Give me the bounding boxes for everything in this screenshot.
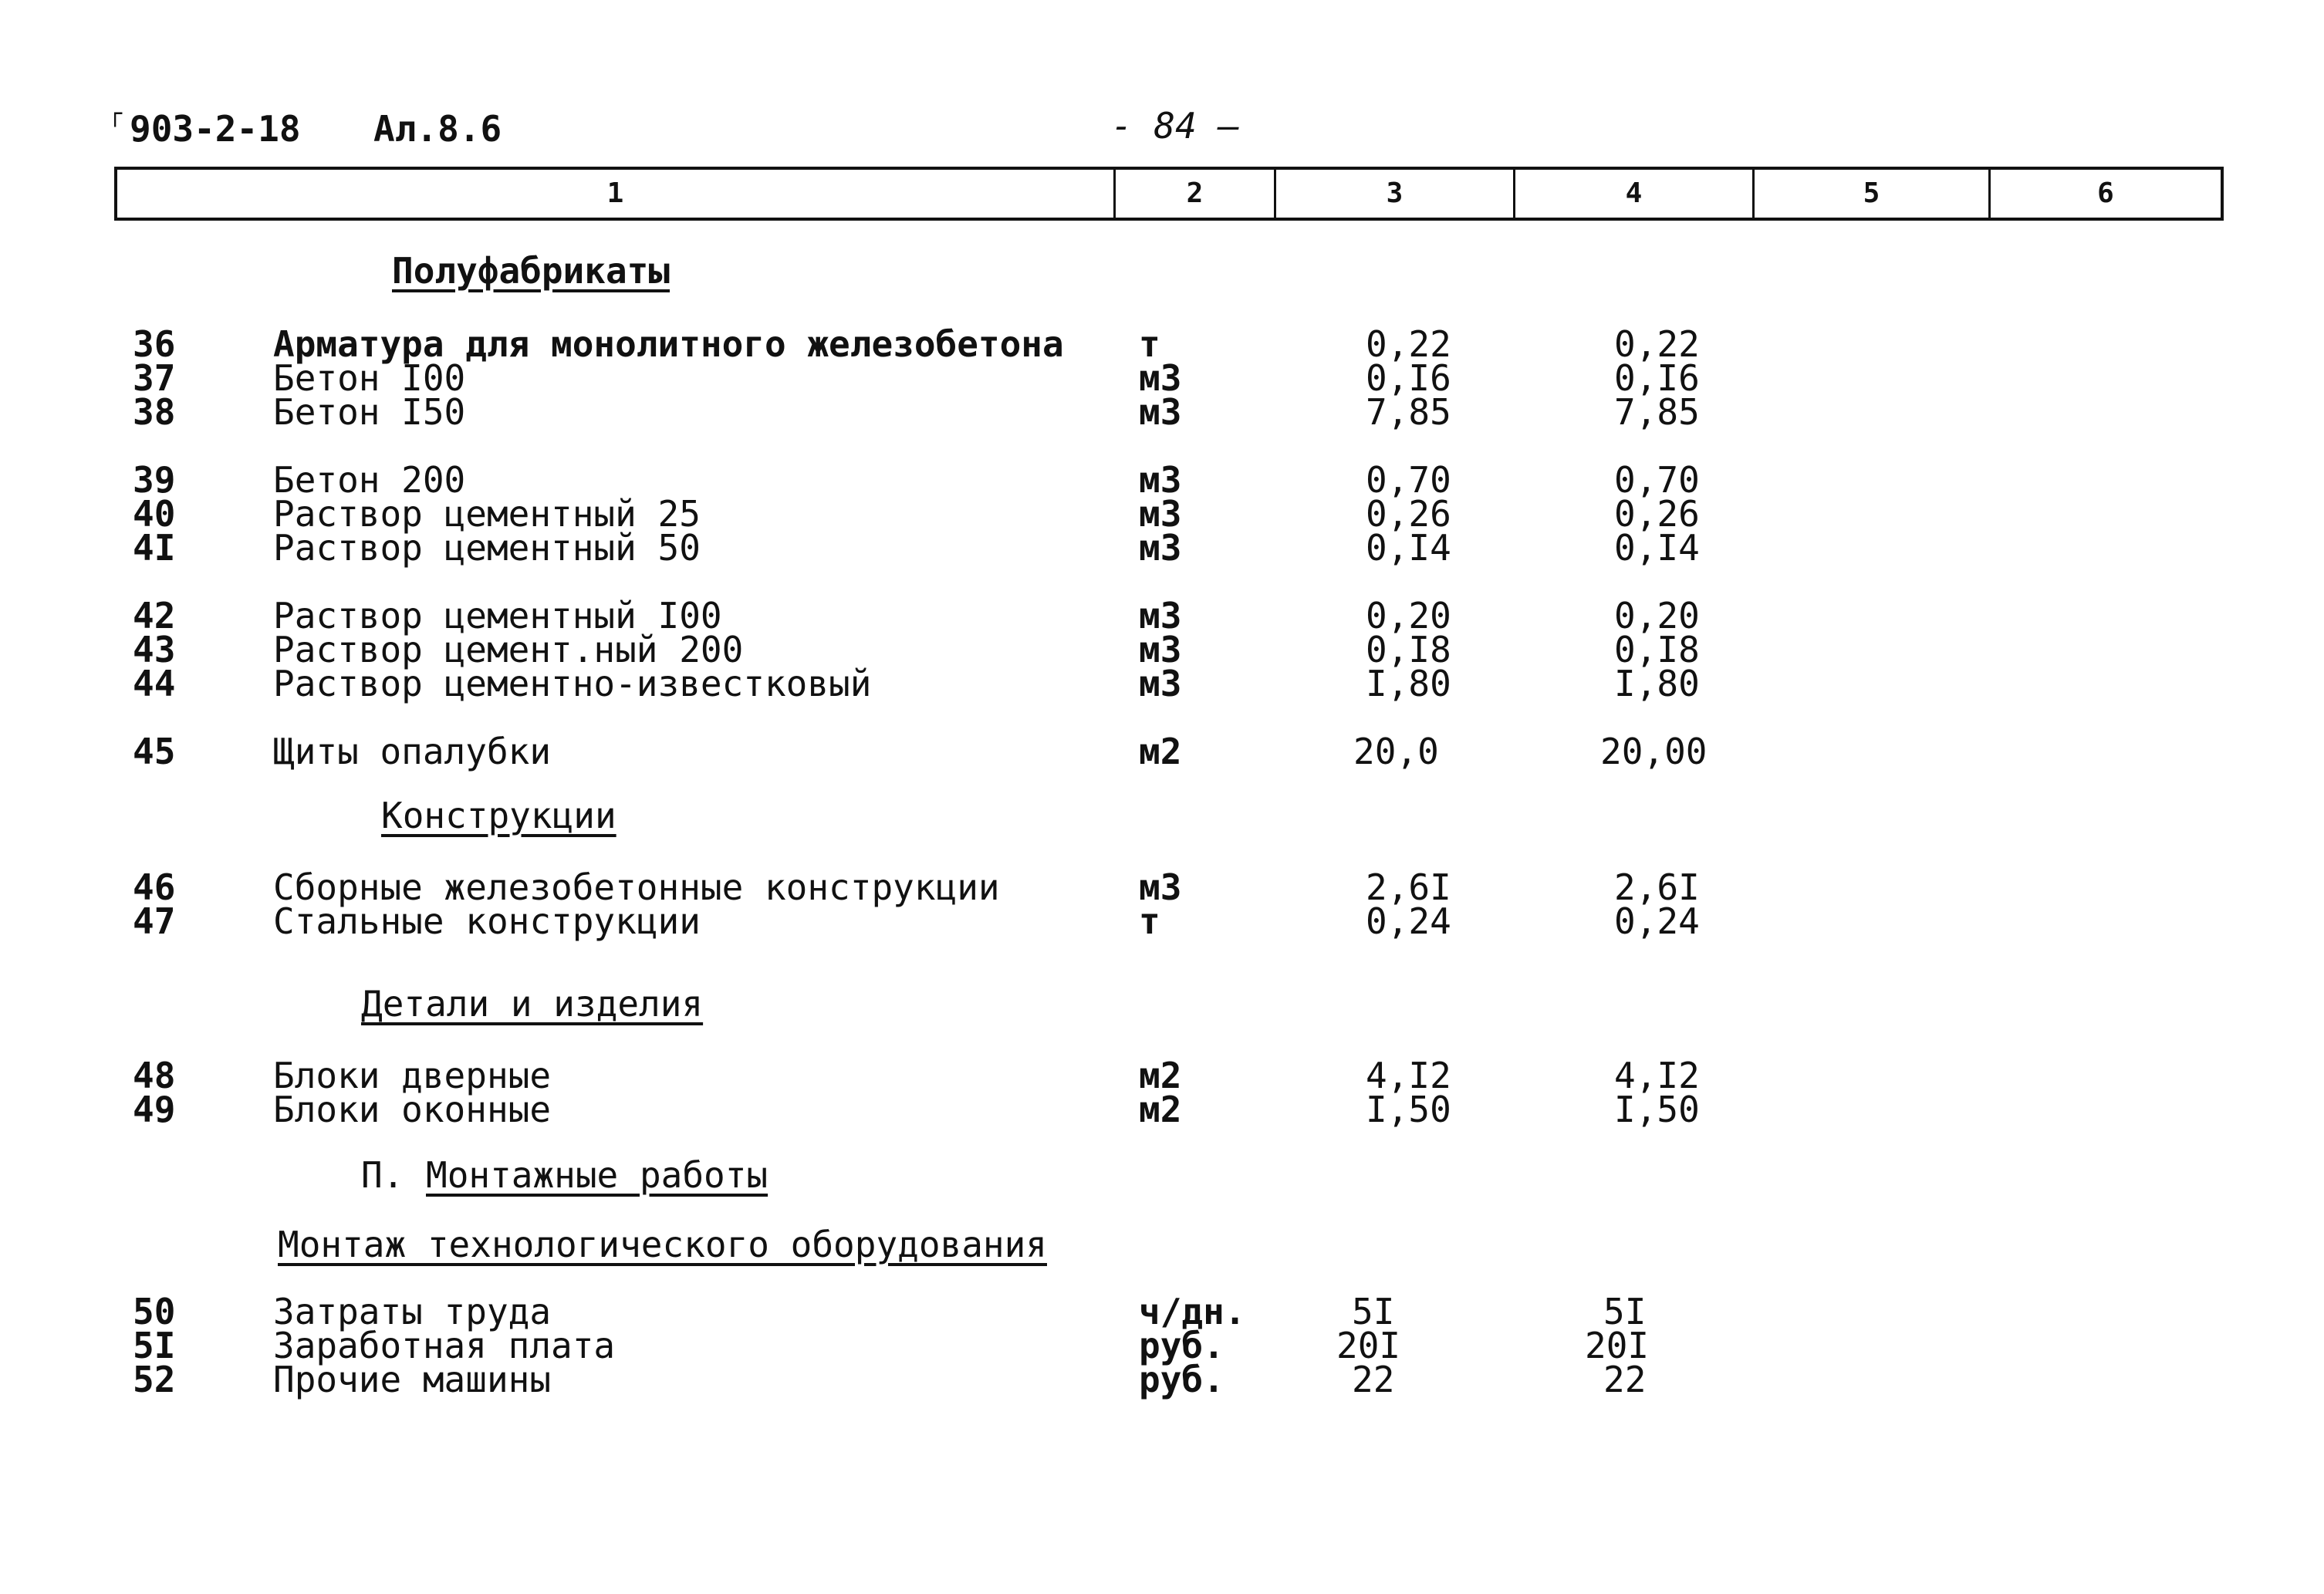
column-header-2: 2 bbox=[1116, 170, 1276, 218]
item-name: Блоки оконные bbox=[273, 1089, 552, 1130]
item-name: Сборные железобетонные конструкции bbox=[273, 866, 1000, 908]
row-number: 45 bbox=[133, 731, 176, 772]
value-col4: 5I bbox=[1603, 1291, 1647, 1332]
column-header-1: 1 bbox=[117, 170, 1116, 218]
value-col3: I,50 bbox=[1366, 1089, 1451, 1130]
item-unit: м3 bbox=[1139, 663, 1182, 704]
value-col4: I,80 bbox=[1614, 663, 1700, 704]
value-col4: 20,00 bbox=[1600, 731, 1708, 772]
row-number: 39 bbox=[133, 459, 176, 501]
table-row bbox=[0, 323, 2324, 365]
item-unit: руб. bbox=[1139, 1359, 1224, 1400]
item-unit: м2 bbox=[1139, 1089, 1182, 1130]
item-unit: м2 bbox=[1139, 1055, 1182, 1096]
table-row bbox=[0, 866, 2324, 908]
item-name: Заработная плата bbox=[273, 1325, 616, 1366]
column-header-5: 5 bbox=[1755, 170, 1991, 218]
item-unit: м3 bbox=[1139, 866, 1182, 908]
row-number: 4I bbox=[133, 527, 176, 569]
table-row bbox=[0, 357, 2324, 399]
item-name: Стальные конструкции bbox=[273, 900, 701, 942]
row-number: 43 bbox=[133, 629, 176, 670]
column-header-3: 3 bbox=[1276, 170, 1515, 218]
value-col3: I,80 bbox=[1366, 663, 1451, 704]
column-header-4: 4 bbox=[1515, 170, 1755, 218]
section-title-montage: Монтажные работы bbox=[426, 1154, 768, 1196]
row-number: 49 bbox=[133, 1089, 176, 1130]
row-number: 47 bbox=[133, 900, 176, 942]
item-name: Раствор цементный 50 bbox=[273, 527, 701, 569]
item-unit: м3 bbox=[1139, 459, 1182, 501]
value-col4: 0,20 bbox=[1614, 595, 1700, 637]
value-col3: 20I bbox=[1336, 1325, 1401, 1366]
item-name: Бетон I50 bbox=[273, 391, 466, 433]
table-row bbox=[0, 629, 2324, 670]
corner-mark: ┌ bbox=[108, 100, 123, 127]
table-row bbox=[0, 1291, 2324, 1332]
value-col4: 0,I6 bbox=[1614, 357, 1700, 399]
value-col3: 0,I4 bbox=[1366, 527, 1451, 569]
row-number: 44 bbox=[133, 663, 176, 704]
value-col4: 20I bbox=[1585, 1325, 1650, 1366]
value-col4: 7,85 bbox=[1614, 391, 1700, 433]
column-header-6: 6 bbox=[2097, 177, 2114, 209]
value-col3: 7,85 bbox=[1366, 391, 1451, 433]
value-col3: 2,6I bbox=[1366, 866, 1451, 908]
value-col4: 22 bbox=[1603, 1359, 1647, 1400]
column-header-row bbox=[114, 167, 2224, 221]
value-col3: 0,70 bbox=[1366, 459, 1451, 501]
table-row bbox=[0, 1359, 2324, 1400]
item-name: Раствор цемент.ный 200 bbox=[273, 629, 744, 670]
value-col4: 0,26 bbox=[1614, 493, 1700, 535]
row-number: 37 bbox=[133, 357, 176, 399]
value-col3: 5I bbox=[1352, 1291, 1395, 1332]
row-number: 52 bbox=[133, 1359, 176, 1400]
table-row bbox=[0, 1055, 2324, 1096]
value-col3: 0,24 bbox=[1366, 900, 1451, 942]
value-col4: 2,6I bbox=[1614, 866, 1700, 908]
value-col3: 0,22 bbox=[1366, 323, 1451, 365]
item-name: Бетон I00 bbox=[273, 357, 466, 399]
item-name: Затраты труда bbox=[273, 1291, 552, 1332]
value-col3: 22 bbox=[1352, 1359, 1395, 1400]
value-col3: 0,I6 bbox=[1366, 357, 1451, 399]
section-prefix: П. bbox=[361, 1154, 404, 1196]
item-name: Арматура для монолитного железобетона bbox=[273, 323, 1064, 365]
row-number: 36 bbox=[133, 323, 176, 365]
item-unit: руб. bbox=[1139, 1325, 1224, 1366]
item-unit: м3 bbox=[1139, 629, 1182, 670]
value-col4: 0,I4 bbox=[1614, 527, 1700, 569]
value-col3: 0,I8 bbox=[1366, 629, 1451, 670]
item-unit: ч/дн. bbox=[1139, 1291, 1246, 1332]
sheet-reference: Ал.8.6 bbox=[373, 108, 502, 150]
item-unit: м3 bbox=[1139, 527, 1182, 569]
table-row bbox=[0, 663, 2324, 704]
page-number: - 84 — bbox=[1111, 105, 1240, 147]
row-number: 46 bbox=[133, 866, 176, 908]
table-row bbox=[0, 900, 2324, 942]
table-row bbox=[0, 493, 2324, 535]
value-col4: 4,I2 bbox=[1614, 1055, 1700, 1096]
item-name: Раствор цементный 25 bbox=[273, 493, 701, 535]
item-name: Бетон 200 bbox=[273, 459, 466, 501]
row-number: 5I bbox=[133, 1325, 176, 1366]
value-col3: 0,26 bbox=[1366, 493, 1451, 535]
section-title-parts: Детали и изделия bbox=[361, 983, 704, 1025]
table-row bbox=[0, 459, 2324, 501]
section-title-equipment: Монтаж технологического оборудования bbox=[278, 1224, 1047, 1265]
table-row bbox=[0, 595, 2324, 637]
item-name: Раствор цементно-известковый bbox=[273, 663, 872, 704]
value-col4: 0,22 bbox=[1614, 323, 1700, 365]
item-unit: м3 bbox=[1139, 357, 1182, 399]
item-unit: т bbox=[1139, 323, 1160, 365]
row-number: 50 bbox=[133, 1291, 176, 1332]
item-name: Щиты опалубки bbox=[273, 731, 552, 772]
value-col3: 4,I2 bbox=[1366, 1055, 1451, 1096]
table-row bbox=[0, 1325, 2324, 1366]
value-col3: 20,0 bbox=[1353, 731, 1439, 772]
section-title-semifinished: Полуфабрикаты bbox=[392, 250, 671, 292]
value-col4: 0,70 bbox=[1614, 459, 1700, 501]
value-col4: 0,24 bbox=[1614, 900, 1700, 942]
value-col4: I,50 bbox=[1614, 1089, 1700, 1130]
table-row bbox=[0, 1089, 2324, 1130]
value-col4: 0,I8 bbox=[1614, 629, 1700, 670]
section-title-constructions: Конструкции bbox=[381, 795, 616, 836]
value-col3: 0,20 bbox=[1366, 595, 1451, 637]
table-row bbox=[0, 391, 2324, 433]
item-unit: м3 bbox=[1139, 391, 1182, 433]
item-unit: м3 bbox=[1139, 493, 1182, 535]
table-row bbox=[0, 527, 2324, 569]
row-number: 42 bbox=[133, 595, 176, 637]
item-name: Блоки дверные bbox=[273, 1055, 552, 1096]
document-code: 903-2-18 bbox=[130, 108, 301, 150]
item-name: Раствор цементный I00 bbox=[273, 595, 722, 637]
item-unit: т bbox=[1139, 900, 1160, 942]
row-number: 48 bbox=[133, 1055, 176, 1096]
row-number: 40 bbox=[133, 493, 176, 535]
item-unit: м2 bbox=[1139, 731, 1182, 772]
row-number: 38 bbox=[133, 391, 176, 433]
item-unit: м3 bbox=[1139, 595, 1182, 637]
table-row bbox=[0, 731, 2324, 772]
item-name: Прочие машины bbox=[273, 1359, 552, 1400]
